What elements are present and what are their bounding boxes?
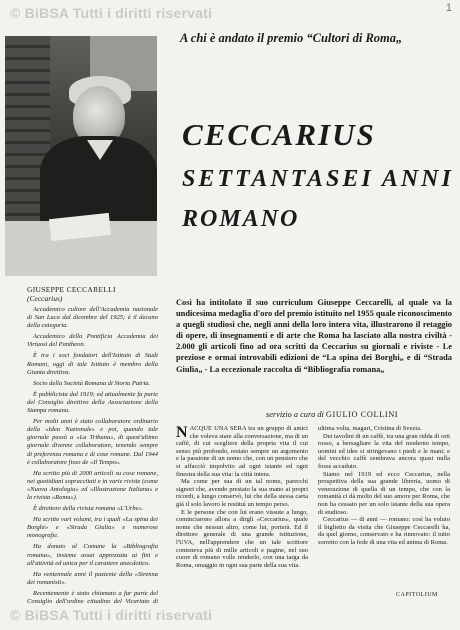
biography-sidebar — [27, 306, 158, 606]
body-paragraph: Dei tavolini di un caffè, tra una gran ridda di orti rosso, a bersagliare la vita del moderno tempo, uomini ed idee si stringevano i piedi e le mani; e del vecchio caffè sembrava ancora quasi nulla fosse accaduto. — [318, 432, 450, 470]
lead-text: Così ha intitolato il suo curriculum Giuseppe Ceccarelli, al quale va la undicesima medaglia d'oro del premio istituito nel 1955 quale riconoscimento a quegli studiosi che, negli anni della loro intera vita, illustrarono il retaggio di opere, di insegnamenti e di arte che Roma ha lasciato alla nostra civiltà - 2.000 gli articoli fino ad ora scritti da Ceccarius su giornali e riviste - Le preziose e ormai introvabili edizioni de “La spina dei Borghi„ e di “Strada Giulia„ - La eccezionale raccolta di “Bibliografia romana„ — [176, 298, 452, 374]
sidebar-paragraph: Accademico della Pontificia Accademia dei Virtuosi del Pantheon. — [27, 333, 158, 349]
sidebar-paragraph: Socio della Società Romana di Storia Patria. — [33, 379, 151, 387]
body-paragraph: Ma come per sua di un tal nome, parecchi signori che, avendo prestato la sua mano ai propri ricordi, a lungo conservò, lui che della stessa carta già il solo lavoro le restituì un tempo perso. — [176, 478, 308, 508]
copyright-watermark-top: © BiBSA Tutti i diritti riservati — [10, 5, 213, 21]
sidebar-paragraph: Per molti anni è stato collaboratore ordinario della «Idea Nazionale» e poi, quando tale giornale passò a «La Tribuna», di quest'ultimo giornale divenne collaboratore, tenendo sempre di preferenza romana e di cose romane. Dal 1944 è collaboratore fisso de «Il Tempo». — [27, 418, 158, 466]
body-column-2 — [318, 425, 450, 597]
photo-caption-alias: (Ceccarius) — [27, 294, 63, 303]
body-text-first: ACQUE UNA SERA tra un gruppo di amici che voleva stare alla conversazione, ma di un caffè, di cui scegliere della propria vita il cui senso più profondo, restato sempre un argomento e la passione di un uomo che, con un pensiero che si affacciò impolvito ad ogni istante ed ogni finestra della sua vita: la città intera. — [176, 425, 308, 478]
portrait-photo — [5, 36, 157, 276]
sidebar-paragraph: È pubblicista dal 1919; ed attualmente fa parte del Consiglio direttivo della Associazione della Stampa romana. — [27, 390, 158, 415]
byline — [266, 410, 398, 419]
sidebar-paragraph: Recentemente è stato chiamato a far parte del Consiglio dell'ordine cittadino del Vicariato di — [27, 589, 158, 605]
sidebar-paragraph: Ha scritto vari volumi, tra i quali «La spina dei Borghi» e «Strada Giulia» e numerose monografie. — [27, 516, 158, 540]
lead-paragraph — [176, 297, 452, 375]
publication-credit: CAPITOLIUM — [396, 592, 438, 598]
body-column-1 — [176, 425, 308, 597]
article-title-line-1: CECCARIUS — [182, 117, 376, 152]
article-title-line-3: ROMANO — [182, 206, 300, 232]
body-paragraph: Siamo nel 1919 ed ecco Ceccarius, nella prospettiva della sua grande libreria, uomo di venerazione di quella di un tempo, che con la romanità ci dà molto del suo amore per Roma, che non ha cessato per un solo istante della sua opera di studioso. — [318, 470, 450, 516]
article-title-line-2: SETTANTASEI ANNI — [182, 166, 454, 192]
photo-caption-name: GIUSEPPE CECCARELLI — [27, 285, 116, 294]
sidebar-paragraph: Ha donato al Comune la «Bibliografia romana», insieme assai apprezzata ai fini e all'attività ed unica per il carattere anecdotico. — [27, 543, 158, 567]
body-paragraph-first: ultima volta, magari, Cristina di Svezia. — [318, 425, 422, 432]
body-paragraph: Ceccarius — di anni — romano: così ha voluto il biglietto da visita che Giuseppe Ceccarelli ha, da quel giorno, conservato e ha rinnovato: il tutto sorretto con la fede di una vita ed anima di Roma. — [318, 516, 450, 546]
body-paragraph: E le persone che con lui erano vissute a lungo, cominciarono allora a dirgli «Ceccarius», quale nome che nessun altro, come lui, porterà. Ed il direttore generale di una grande istituzione, l'UVA, nell'apprendere che un tale scrittore conteneva più di mille articoli e pagine, nel suo cuore di romano volle renderlo, con una targa da Roma, omaggio in ogni sua parte della sua vita. — [176, 508, 308, 569]
sidebar-paragraph: Accademico cultore dell'Accademia nazionale di San Luca dal dicembre del 1925; è il decano della categoria. — [27, 306, 158, 330]
copyright-watermark-bottom: © BiBSA Tutti i diritti riservati — [10, 607, 213, 623]
sidebar-paragraph: È direttore della rivista romana «L'Urbe». — [33, 505, 144, 513]
byline-prefix: servizio a cura di — [266, 410, 324, 419]
sidebar-paragraph: Ha ventennale anni il paziente della «Strenna dei romanisti». — [27, 570, 158, 586]
byline-author: GIULIO COLLINI — [325, 410, 399, 419]
sidebar-paragraph: Ha scritto più di 2000 articoli su cose romane, nei quotidiani sopraccitati e in varie riviste (come «Nuova Antologia» ed «Illustrazione Italiana» e la rivista «Roma»). — [27, 469, 158, 501]
sidebar-paragraph: È tra i soci fondatori dell'Istituto di Studi Romani, oggi di tale Istituto è membro della Giunta direttiva. — [27, 352, 158, 376]
page-number: 1 — [445, 2, 452, 14]
kicker-headline: A chi è andato il premio “Cultori di Roma„ — [180, 31, 403, 45]
drop-cap: N — [176, 425, 188, 441]
body-paragraph-first — [176, 425, 308, 478]
